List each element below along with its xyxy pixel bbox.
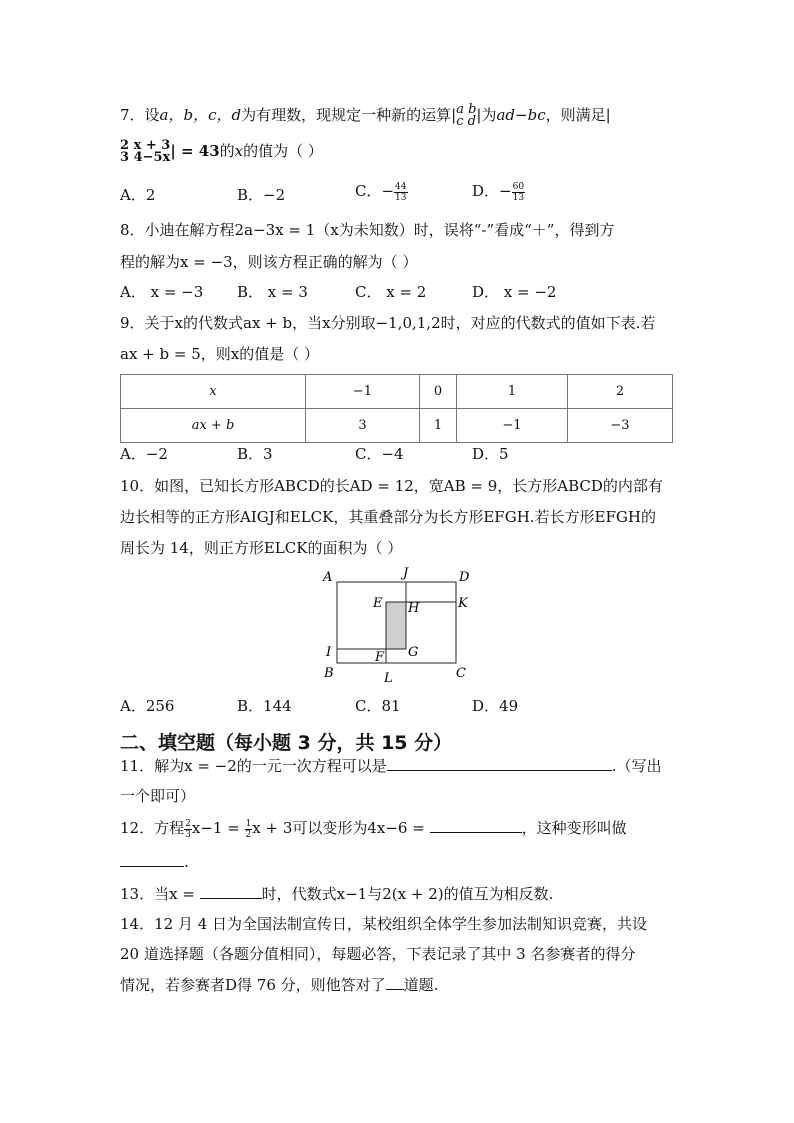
q12-line2-end: .	[184, 853, 189, 871]
q11-text-b: .（写出	[611, 757, 662, 775]
q10-rectangle-figure	[318, 566, 478, 688]
q9-option-a: A．−2	[120, 445, 168, 463]
q12-line1	[120, 818, 627, 840]
q7-option-c	[355, 181, 408, 203]
label-k: K	[458, 596, 468, 611]
q7-option-d-num: 60	[512, 181, 525, 192]
q10-line3: 周长为 14，则正方形ELCK的面积为（ ）	[120, 539, 403, 557]
q10-option-d: D．49	[472, 697, 519, 715]
q7-vars: a，b，c，d	[159, 106, 242, 124]
label-b: B	[324, 666, 334, 681]
q7-text-d: ，则满足	[545, 106, 606, 124]
q7-option-a: A．2	[120, 186, 156, 204]
q7-det-bottom: c d	[456, 114, 476, 129]
q7-option-b: B．−2	[237, 186, 286, 204]
q12-frac2-den: 2	[245, 829, 252, 840]
q12-text-d: ，这种变形叫做	[521, 819, 627, 837]
q7-text-f: 的值为（ ）	[243, 142, 323, 160]
q12-text-b: x−1 =	[191, 819, 245, 837]
q8-option-b: B． x = 3	[237, 283, 308, 301]
label-c: C	[456, 666, 466, 681]
q7-text-a: 7．设	[120, 106, 160, 124]
q7-text-b: 为有理数，现规定一种新的运算	[241, 106, 452, 124]
q11-line1	[120, 756, 662, 776]
label-d: D	[459, 570, 470, 585]
table-cell: 1	[457, 375, 568, 409]
q10-option-b: B．144	[237, 697, 292, 715]
q12-answer-blank-1[interactable]	[430, 818, 522, 833]
table-cell: −1	[457, 409, 568, 443]
q7-rule: ad−bc	[496, 106, 546, 124]
table-cell: −1	[306, 375, 420, 409]
q13-line1	[120, 884, 553, 904]
q9-line2: ax + b = 5，则x的值是（ ）	[120, 345, 319, 363]
q7-determinant: | a b c d |	[451, 102, 482, 129]
q7-line2	[120, 140, 323, 164]
q9-option-b: B．3	[237, 445, 273, 463]
table-cell: 3	[306, 409, 420, 443]
q8-line2: 程的解为x = −3，则该方程正确的解为（ ）	[120, 253, 418, 271]
q14-line3-a: 情况，若参赛者D得 76 分，则他答对了	[120, 976, 386, 994]
label-g: G	[408, 645, 419, 660]
q12-answer-blank-2[interactable]	[120, 852, 184, 867]
q9-option-d: D．5	[472, 445, 509, 463]
q11-line2: 一个即可）	[120, 787, 196, 805]
q7-eq: | = 43	[170, 142, 220, 160]
q12-frac2-num: 1	[245, 818, 252, 829]
q7-var-x: x	[234, 142, 244, 160]
label-j: J	[403, 566, 409, 581]
q9-line1: 9．关于x的代数式ax + b，当x分别取−1,0,1,2时，对应的代数式的值如下表.若	[120, 314, 656, 332]
q14-answer-blank[interactable]	[386, 975, 404, 990]
q7-option-d	[472, 181, 525, 203]
q7-option-d-den: 13	[512, 192, 525, 203]
q14-line2: 20 道选择题（各题分值相同），每题必答，下表记录了其中 3 名参赛者的得分	[120, 945, 636, 963]
q9-value-table	[120, 374, 673, 443]
q7-text-c: 为	[481, 106, 497, 124]
q12-text-c: x + 3可以变形为4x−6 =	[252, 819, 430, 837]
q7-option-d-prefix: D．−	[472, 182, 512, 200]
q7-line1: 7．设a，b，c，d为有理数，现规定一种新的运算| a b c d |为ad−bc，则满足|	[120, 102, 611, 129]
q8-option-a: A． x = −3	[120, 283, 204, 301]
q7-row2-bottom: 3 4−5x	[120, 150, 171, 165]
label-f: F	[375, 650, 385, 665]
label-l: L	[384, 671, 393, 686]
q7-option-c-prefix: C．−	[355, 182, 395, 200]
q7-text-e: 的	[219, 142, 235, 160]
q7-det2	[120, 140, 170, 164]
table-cell: 0	[420, 375, 457, 409]
q10-line1: 10．如图，已知长方形ABCD的长AD = 12，宽AB = 9，长方形ABCD的内部有	[120, 477, 663, 495]
q13-text-a: 13．当x =	[120, 885, 200, 903]
label-a: A	[323, 570, 333, 585]
q10-line2: 边长相等的正方形AIGJ和ELCK，其重叠部分为长方形EFGH.若长方形EFGH的	[120, 508, 656, 526]
q14-line3	[120, 975, 438, 995]
label-e: E	[373, 596, 383, 611]
q12-frac1-den: 3	[185, 829, 191, 840]
q14-line1: 14．12 月 4 日为全国法制宣传日，某校组织全体学生参加法制知识竞赛，共设	[120, 915, 648, 933]
table-row	[121, 409, 673, 443]
label-h: H	[408, 601, 420, 616]
table-cell: ax + b	[121, 409, 306, 443]
table-cell: 2	[568, 375, 673, 409]
q7-det-top: a b	[456, 102, 477, 117]
table-cell: x	[121, 375, 306, 409]
section-heading: 二、填空题（每小题 3 分，共 15 分）	[120, 732, 453, 754]
q14-line3-b: 道题.	[403, 976, 439, 994]
q8-option-d: D． x = −2	[472, 283, 557, 301]
q7-option-c-den: 13	[395, 192, 407, 203]
q10-option-a: A．256	[120, 697, 175, 715]
table-row	[121, 375, 673, 409]
q7-row2-top: 2 x + 3	[120, 138, 171, 153]
q7-option-c-num: 44	[395, 181, 407, 192]
q12-frac1-num: 2	[185, 818, 191, 829]
q11-text-a: 11．解为x = −2的一元一次方程可以是	[120, 757, 387, 775]
label-i: I	[326, 645, 332, 660]
q13-text-b: 时，代数式x−1与2(x + 2)的值互为相反数.	[261, 885, 554, 903]
q8-option-c: C． x = 2	[355, 283, 427, 301]
q12-text-a: 12．方程	[120, 819, 185, 837]
q10-option-c: C．81	[355, 697, 401, 715]
q11-answer-blank[interactable]	[387, 756, 612, 771]
table-cell: −3	[568, 409, 673, 443]
table-cell: 1	[420, 409, 457, 443]
q12-line2	[120, 852, 189, 872]
q8-line1: 8．小迪在解方程2a−3x = 1（x为未知数）时，误将“-”看成“＋”，得到方	[120, 221, 615, 239]
q9-option-c: C．−4	[355, 445, 404, 463]
overlap-rectangle-efgh	[386, 602, 406, 649]
q13-answer-blank[interactable]	[200, 884, 262, 899]
